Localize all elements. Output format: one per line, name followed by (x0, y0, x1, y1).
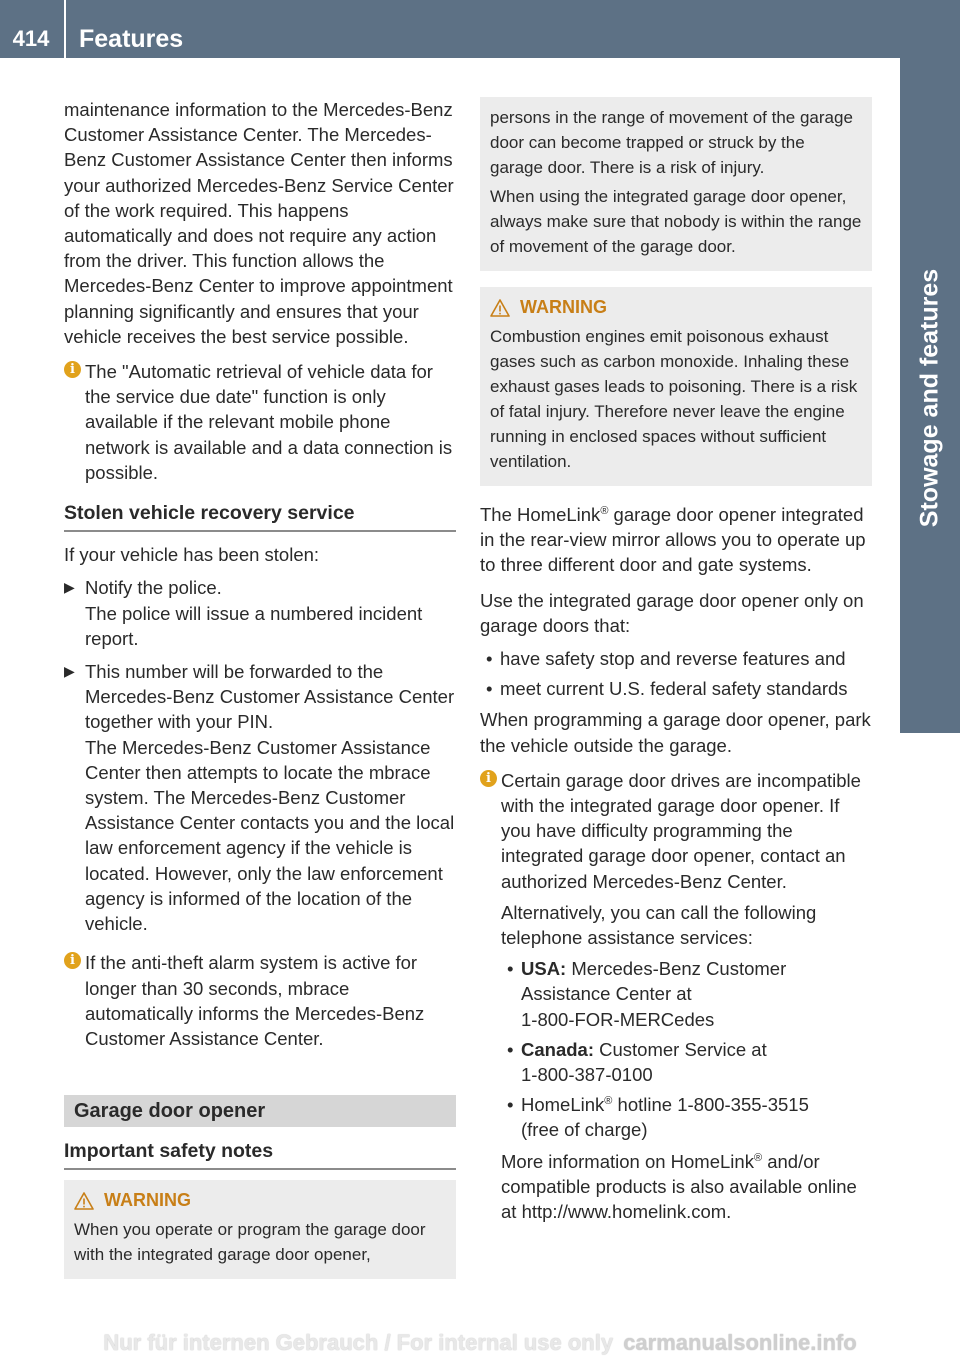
warning-box (480, 287, 872, 486)
warning-text: persons in the range of movement of the garage door can become trapped or struck by the garage door. There is a risk of injury. (490, 108, 853, 177)
registered-mark: ® (753, 1151, 763, 1164)
warning-triangle-icon (74, 1192, 94, 1210)
watermark-footer (0, 1330, 960, 1356)
left-column (64, 97, 456, 1295)
page-number: 414 (12, 26, 50, 51)
more-info-start: More information on HomeLink (501, 1150, 754, 1172)
homelink-text-start: The HomeLink (480, 504, 601, 525)
warning-text: When using the integrated garage door opener, always make sure that nobody is within the range of movement of the garage door. (490, 187, 862, 256)
list-item (480, 676, 872, 701)
warning-label: WARNING (104, 1190, 191, 1211)
intro-paragraph: maintenance information to the Mercedes-Benz Customer Assistance Center. The Mercedes-Benz Customer Assistance Center then informs your authorized Mercedes-Benz Service Center of the work required. This happens automatically and does not require any action from the driver. This function allows the Mercedes-Benz Center to improve appointment planning significantly and ensures that your vehicle receives the best service possible. (64, 99, 454, 347)
usa-number: 1-800-FOR-MERCedes (521, 1008, 715, 1030)
more-info-end: and/or compatible products is also available online at http://www.homelink.com. (501, 1150, 857, 1223)
list-item (501, 1037, 872, 1087)
bullet-mark: • (486, 678, 493, 700)
homelink-text-end: garage door opener integrated in the rear-view mirror allows you to operate up to three different door and gate systems. (480, 504, 866, 576)
right-column (480, 97, 872, 1236)
stolen-heading: Stolen vehicle recovery service (64, 501, 456, 532)
stolen-intro: If your vehicle has been stolen: (64, 544, 320, 566)
warning-text: Combustion engines emit poisonous exhaust gases such as carbon monoxide. Inhaling these exhaust gases leads to poisoning. There is a risk of fatal injury. Therefore never leave the engine running in enclosed spaces without sufficient ventilation. (490, 327, 858, 471)
registered-mark: ® (604, 1095, 613, 1108)
list-item-text: have safety stop and reverse features and (500, 648, 846, 670)
registered-mark: ® (600, 504, 609, 517)
requirement-list (480, 646, 872, 701)
warning-box (64, 1180, 456, 1279)
side-tab (900, 58, 960, 733)
step-arrow-icon: ▶ (64, 579, 75, 596)
info-note (64, 950, 456, 1051)
canada-number: 1-800-387-0100 (521, 1064, 653, 1086)
canada-text: Customer Service at (594, 1038, 767, 1060)
warning-box-continued (480, 97, 872, 271)
warning-text: When you operate or program the garage door with the integrated garage door opener, (74, 1220, 426, 1265)
more-info-paragraph (501, 1149, 872, 1225)
step-result: The police will issue a numbered incident report. (85, 602, 423, 649)
homelink-paragraph (480, 502, 872, 578)
info-note-text: If the anti-theft alarm system is active for longer than 30 seconds, mbrace automatically informs the Mercedes-Benz Customer Assistance Center. (85, 952, 425, 1049)
info-icon: i (64, 361, 81, 378)
bullet-mark: • (507, 1094, 514, 1116)
info-icon: i (64, 952, 81, 969)
side-tab-label: Stowage and features (915, 268, 944, 528)
programming-paragraph: When programming a garage door opener, park the vehicle outside the garage. (480, 709, 871, 756)
list-item-text: meet current U.S. federal safety standards (500, 678, 848, 700)
use-only-paragraph: Use the integrated garage door opener only on garage doors that: (480, 589, 864, 636)
step-item (64, 575, 456, 651)
phone-list (501, 956, 872, 1142)
hotline-text-start: HomeLink (521, 1094, 605, 1116)
hotline-text-end: hotline 1-800-355-3515 (612, 1094, 809, 1116)
usa-text: Mercedes-Benz Customer Assistance Center at (521, 958, 787, 1005)
header-divider (64, 0, 66, 58)
usa-label: USA: (521, 958, 567, 980)
list-item (501, 1092, 872, 1142)
warning-header (74, 1188, 446, 1213)
info-note-text: The "Automatic retrieval of vehicle data for the service due date" function is only available if the relevant mobile phone network is available and a data connection is possible. (85, 361, 453, 483)
info-icon: i (480, 770, 497, 787)
warning-triangle-icon (490, 299, 510, 317)
site-watermark: carmanualsonline.info (623, 1330, 857, 1355)
safety-heading: Important safety notes (64, 1139, 456, 1170)
info-note-text: Certain garage door drives are incompatible with the integrated garage door opener. If you have difficulty programming the integrated garage door opener, contact an authorized Mercedes-Benz Center. (501, 769, 861, 892)
canada-label: Canada: (521, 1038, 594, 1060)
step-text: This number will be forwarded to the Mercedes-Benz Customer Assistance Center together with your PIN. (85, 661, 455, 733)
bullet-mark: • (486, 648, 493, 670)
step-text: Notify the police. (85, 577, 222, 599)
section-title: Garage door opener (64, 1095, 456, 1127)
list-item (480, 646, 872, 671)
warning-header (490, 295, 862, 320)
step-item (64, 659, 456, 936)
page-header (0, 0, 960, 58)
internal-use-notice: Nur für internen Gebrauch / For internal use only (103, 1330, 614, 1355)
warning-label: WARNING (520, 297, 607, 317)
info-note-text: Alternatively, you can call the following telephone assistance services: (501, 901, 817, 949)
hotline-note: (free of charge) (521, 1119, 648, 1141)
info-note (480, 768, 872, 1224)
list-item (501, 956, 872, 1032)
chapter-title: Features (79, 25, 184, 53)
step-arrow-icon: ▶ (64, 663, 75, 680)
bullet-mark: • (507, 1038, 514, 1060)
step-result: The Mercedes-Benz Customer Assistance Center then attempts to locate the mbrace system. The Mercedes-Benz Customer Assistance Center contacts you and the local law enforcement agency if the vehicle is located. However, only the law enforcement agency is informed of the location of the vehicle. (85, 736, 455, 935)
info-note (64, 359, 456, 485)
bullet-mark: • (507, 958, 514, 980)
